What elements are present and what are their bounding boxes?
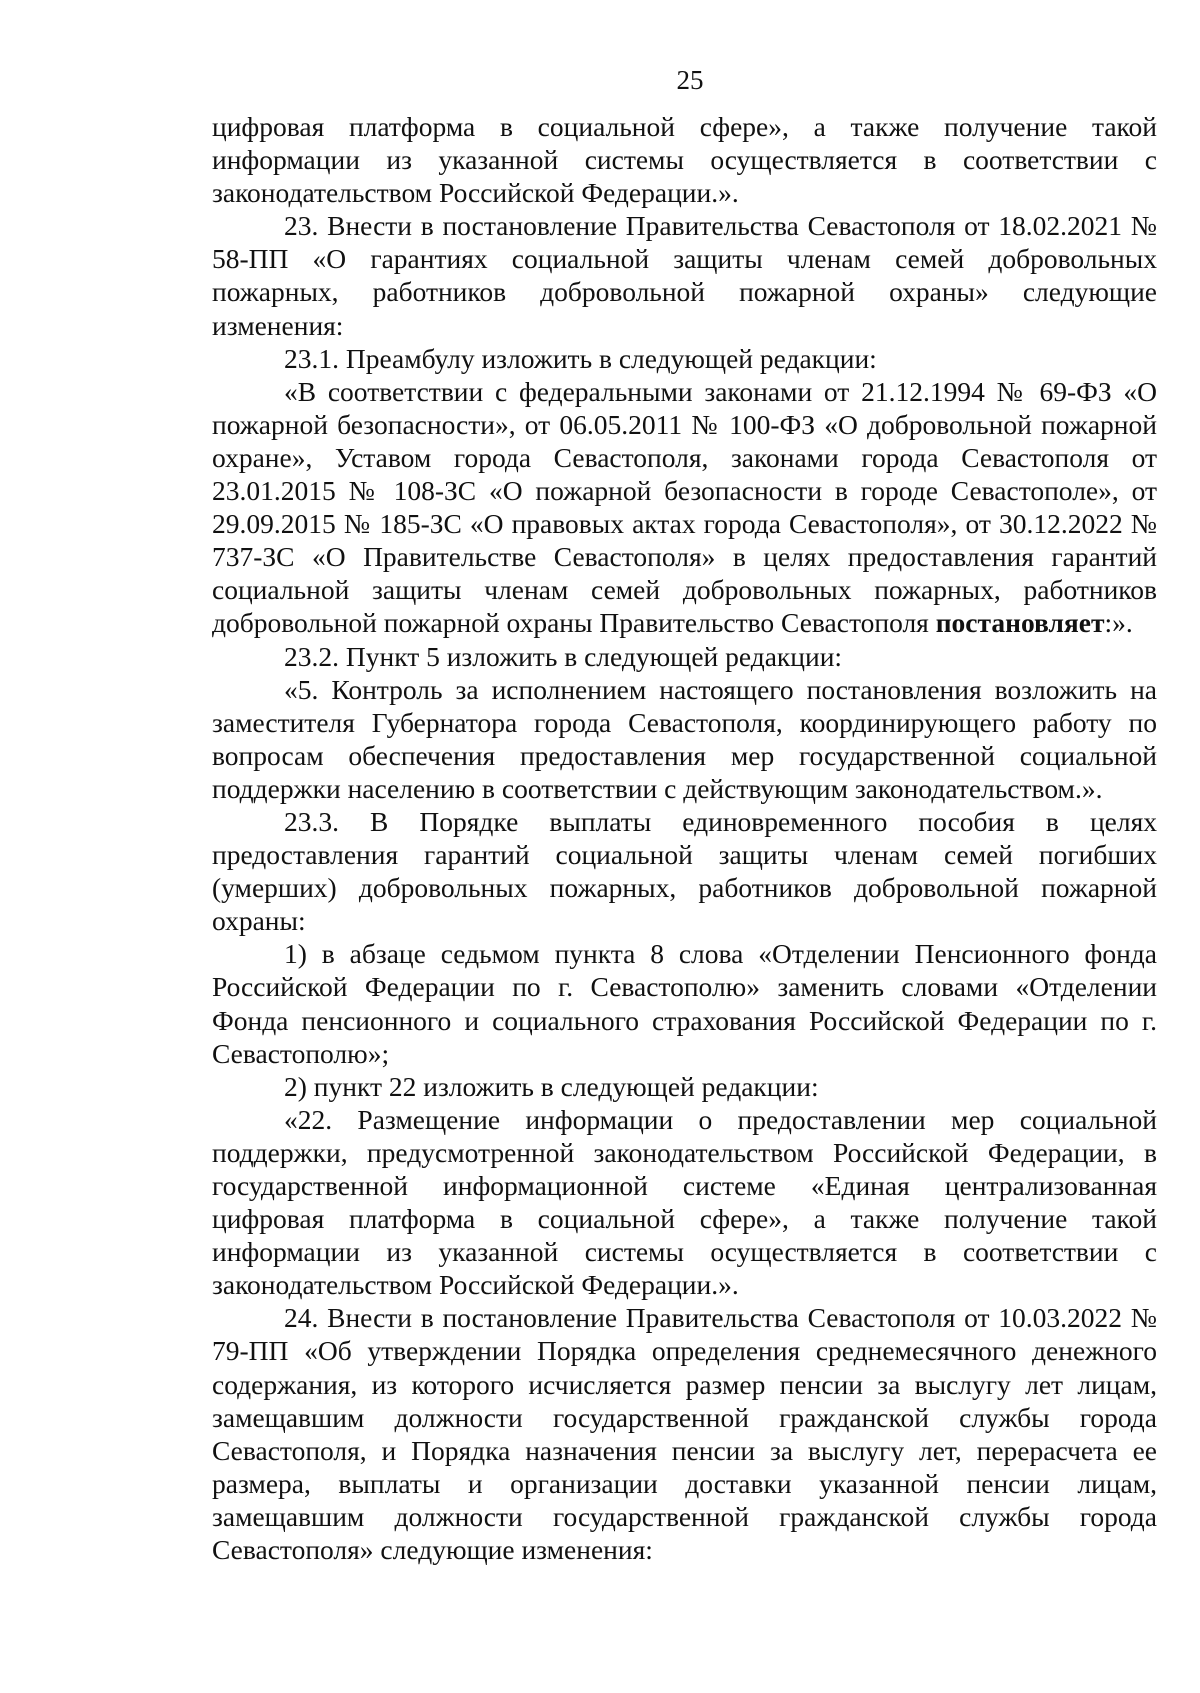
paragraph-item-23: 23. Внести в постановление Правительства Севастополя от 18.02.2021 № 58-ПП «О гарантиях социальной защиты членам семей добровольных пожарных, работников добровольной пожарной охраны» следующие изменения: [212,210,1157,341]
paragraph-preamble-quote [212,375,1157,640]
paragraph-item-23-2: 23.2. Пункт 5 изложить в следующей редакции: [284,640,843,672]
page-number: 25 [676,65,704,95]
preamble-text: «В соответствии с федеральными законами от 21.12.1994 № 69-ФЗ «О пожарной безопасности», от 06.05.2011 № 100-ФЗ «О добровольной пожарной охране», Уставом города Севастополя, законами города Севастополя от 23.01.2015 № 108-ЗС «О пожарной безопасности в городе Севастополе», от 29.09.2015 № 185-ЗС «О правовых актах города Севастополя», от 30.12.2022 № 737-ЗС «О Правительстве Севастополя» в целях предоставления гарантий социальной защиты членам семей добровольных пожарных, работников добровольной пожарной охраны Правительство Севастополя [212,375,1157,639]
document-body [212,110,1157,1566]
paragraph-point-22-quote: «22. Размещение информации о предоставлении мер социальной поддержки, предусмотренной законодательством Российской Федерации, в государственной информационной системе «Единая централизованная цифровая платформа в социальной сфере», а также получение такой информации из указанной системы осуществляется в соответствии с законодательством Российской Федерации.». [212,1103,1157,1301]
preamble-ending: :». [1104,607,1133,639]
paragraph-point-5-quote: «5. Контроль за исполнением настоящего постановления возложить на заместителя Губернатора города Севастополя, координирующего работу по вопросам обеспечения предоставления мер государственной социальной поддержки населению в соответствии с действующим законодательством.». [212,673,1157,804]
paragraph-item-23-1: 23.1. Преамбулу изложить в следующей редакции: [284,342,877,374]
paragraph-continuation: цифровая платформа в социальной сфере», а также получение такой информации из указанной системы осуществляется в соответствии с законодательством Российской Федерации.». [212,111,1157,209]
preamble-bold-word: постановляет [935,607,1105,639]
paragraph-item-23-3: 23.3. В Порядке выплаты единовременного пособия в целях предоставления гарантий социальной защиты членам семей погибших (умерших) добровольных пожарных, работников добровольной пожарной охраны: [212,805,1157,937]
paragraph-subitem-1: 1) в абзаце седьмом пункта 8 слова «Отделении Пенсионного фонда Российской Федерации по г. Севастополю» заменить словами «Отделении Фонда пенсионного и социального страхования Российской Федерации по г. Севастополю»; [212,938,1157,1069]
paragraph-subitem-2: 2) пункт 22 изложить в следующей редакции: [284,1070,819,1102]
paragraph-item-24: 24. Внести в постановление Правительства Севастополя от 10.03.2022 № 79-ПП «Об утверждении Порядка определения среднемесячного денежного содержания, из которого исчисляется размер пенсии за выслугу лет лицам, замещавшим должности государственной гражданской службы города Севастополя, и Порядка назначения пенсии за выслугу лет, перерасчета ее размера, выплаты и организации доставки указанной пенсии лицам, замещавшим должности государственной гражданской службы города Севастополя» следующие изменения: [212,1302,1157,1566]
